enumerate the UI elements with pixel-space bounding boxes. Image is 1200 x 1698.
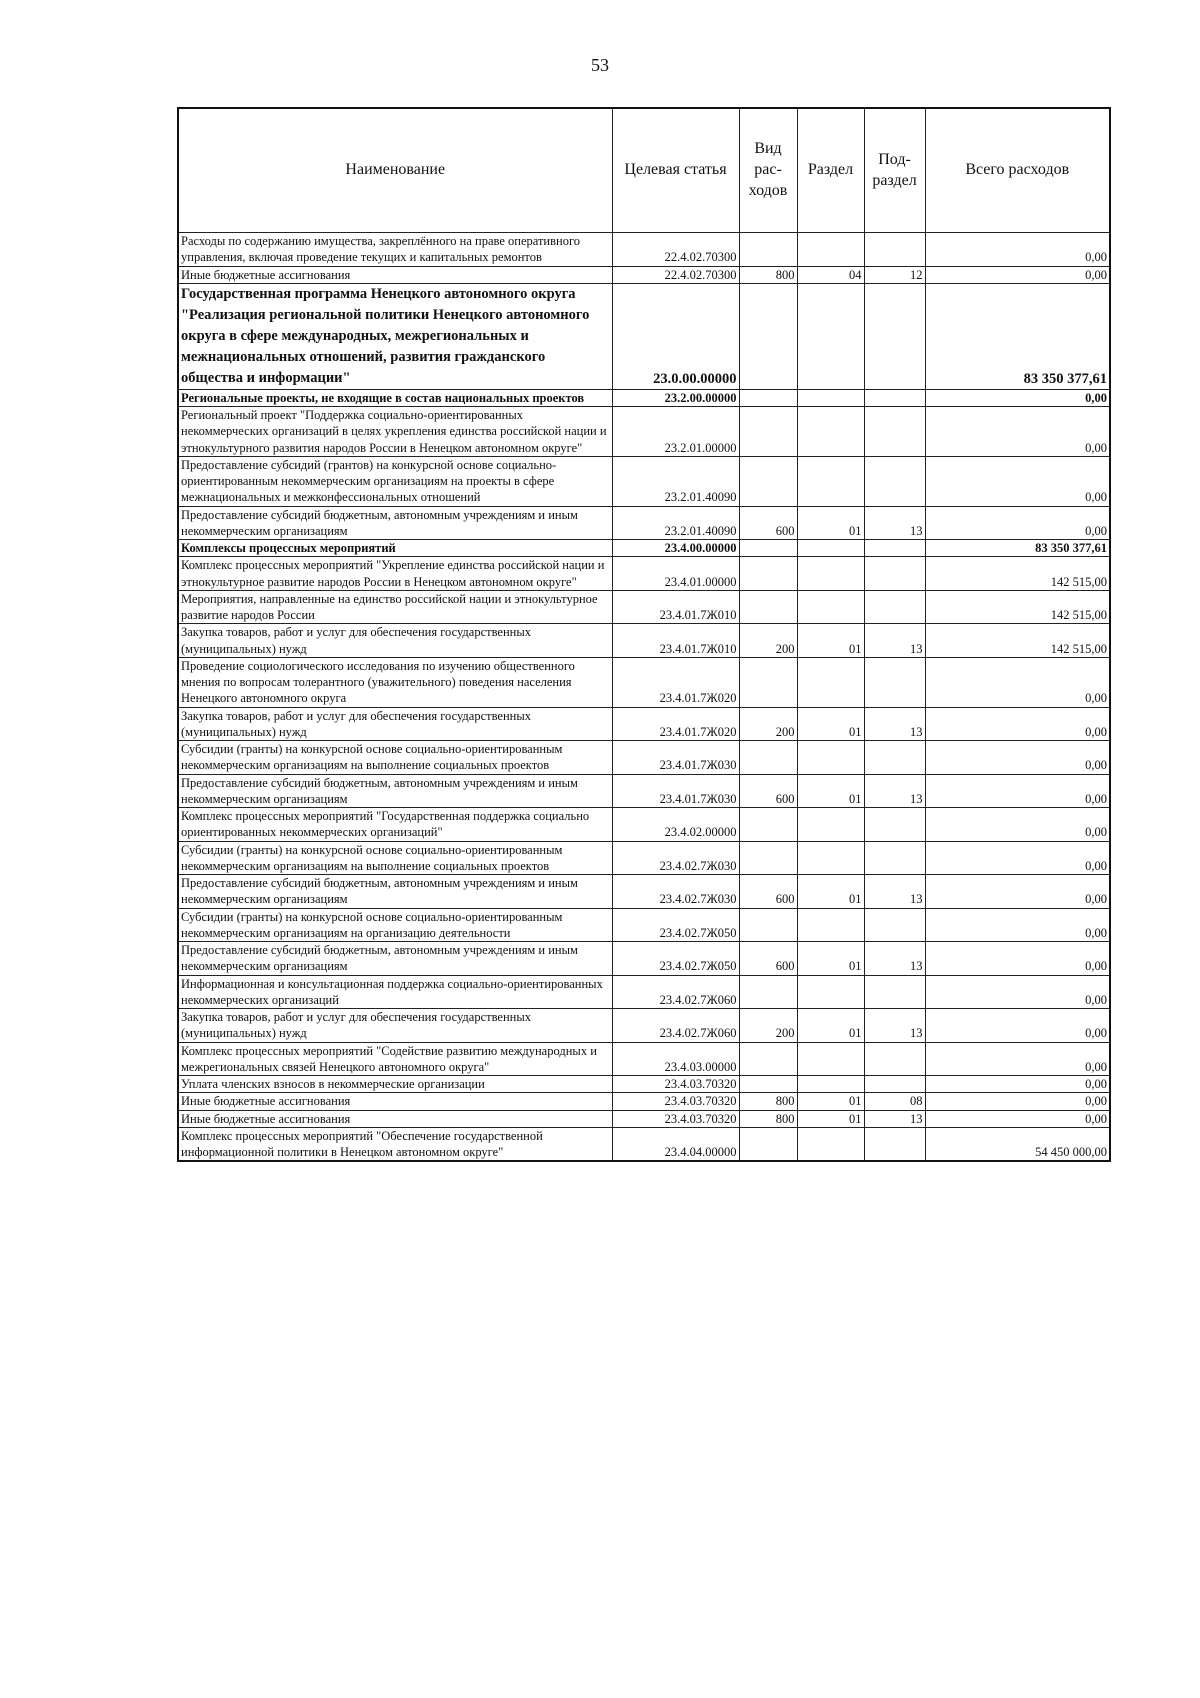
table-row (178, 1110, 1110, 1127)
row-target-article: 23.2.00.00000 (612, 389, 739, 406)
row-subsection: 13 (864, 707, 925, 741)
row-expense-type (739, 590, 797, 624)
row-subsection: 13 (864, 1110, 925, 1127)
header-total: Всего расходов (925, 108, 1110, 233)
row-expense-type: 600 (739, 774, 797, 808)
table-row (178, 657, 1110, 707)
row-total: 0,00 (925, 808, 1110, 842)
row-total: 0,00 (925, 1009, 1110, 1043)
row-section: 01 (797, 942, 864, 976)
row-name: Закупка товаров, работ и услуг для обеспечения государственных (муниципальных) нужд (178, 624, 612, 658)
table-row (178, 942, 1110, 976)
header-name: Наименование (178, 108, 612, 233)
row-expense-type (739, 741, 797, 775)
row-expense-type (739, 540, 797, 557)
row-expense-type (739, 657, 797, 707)
row-target-article: 23.4.01.7Ж030 (612, 774, 739, 808)
row-expense-type (739, 389, 797, 406)
row-section (797, 657, 864, 707)
row-subsection (864, 590, 925, 624)
row-name: Субсидии (гранты) на конкурсной основе социально-ориентированным некоммерческим организациям на выполнение социальных проектов (178, 741, 612, 775)
row-subsection (864, 975, 925, 1009)
row-section (797, 741, 864, 775)
row-subsection (864, 1127, 925, 1161)
row-subsection: 13 (864, 875, 925, 909)
row-section (797, 841, 864, 875)
row-expense-type (739, 456, 797, 506)
row-target-article: 23.4.03.70320 (612, 1110, 739, 1127)
header-subsection: Под-раздел (864, 108, 925, 233)
row-subsection (864, 657, 925, 707)
row-section: 01 (797, 506, 864, 540)
row-target-article: 23.2.01.40090 (612, 506, 739, 540)
row-name: Предоставление субсидий бюджетным, автономным учреждениям и иным некоммерческим организациям (178, 774, 612, 808)
row-total: 0,00 (925, 1042, 1110, 1076)
table-row (178, 407, 1110, 457)
row-total: 0,00 (925, 389, 1110, 406)
row-target-article: 23.4.01.7Ж010 (612, 624, 739, 658)
row-section (797, 1076, 864, 1093)
row-subsection (864, 283, 925, 389)
row-section: 01 (797, 1093, 864, 1110)
row-subsection: 13 (864, 774, 925, 808)
row-target-article: 23.4.02.7Ж060 (612, 975, 739, 1009)
row-name: Мероприятия, направленные на единство российской нации и этнокультурное развитие народов России (178, 590, 612, 624)
row-total: 0,00 (925, 741, 1110, 775)
row-expense-type: 600 (739, 506, 797, 540)
table-row (178, 808, 1110, 842)
row-name: Иные бюджетные ассигнования (178, 1093, 612, 1110)
table-row (178, 741, 1110, 775)
row-expense-type: 600 (739, 875, 797, 909)
row-expense-type: 200 (739, 624, 797, 658)
header-expense-type (739, 108, 797, 233)
row-target-article: 23.4.03.70320 (612, 1093, 739, 1110)
table-row (178, 283, 1110, 389)
row-subsection: 12 (864, 266, 925, 283)
row-target-article: 23.2.01.40090 (612, 456, 739, 506)
row-name: Комплекс процессных мероприятий "Содействие развитию международных и межрегиональных связей Ненецкого автономного округа" (178, 1042, 612, 1076)
row-target-article: 22.4.02.70300 (612, 233, 739, 267)
row-section (797, 389, 864, 406)
row-total: 0,00 (925, 875, 1110, 909)
row-target-article: 23.4.04.00000 (612, 1127, 739, 1161)
row-name: Комплексы процессных мероприятий (178, 540, 612, 557)
row-expense-type (739, 283, 797, 389)
row-target-article: 23.4.02.7Ж050 (612, 942, 739, 976)
row-total: 83 350 377,61 (925, 283, 1110, 389)
row-name: Субсидии (гранты) на конкурсной основе социально-ориентированным некоммерческим организациям на выполнение социальных проектов (178, 841, 612, 875)
table-row (178, 875, 1110, 909)
row-expense-type: 800 (739, 266, 797, 283)
row-name: Предоставление субсидий бюджетным, автономным учреждениям и иным некоммерческим организациям (178, 875, 612, 909)
row-name: Комплекс процессных мероприятий "Государственная поддержка социально ориентированных некоммерческих организаций" (178, 808, 612, 842)
row-total: 0,00 (925, 774, 1110, 808)
table-row (178, 1009, 1110, 1043)
row-name: Предоставление субсидий (грантов) на конкурсной основе социально-ориентированным некоммерческим организациям на проекты в сфере межнациональных и межконфессиональных отношений (178, 456, 612, 506)
row-name: Закупка товаров, работ и услуг для обеспечения государственных (муниципальных) нужд (178, 1009, 612, 1043)
row-target-article: 23.4.01.00000 (612, 557, 739, 591)
row-section: 01 (797, 707, 864, 741)
row-subsection: 13 (864, 506, 925, 540)
table-row (178, 1076, 1110, 1093)
row-target-article: 22.4.02.70300 (612, 266, 739, 283)
row-subsection (864, 741, 925, 775)
row-expense-type (739, 1076, 797, 1093)
row-subsection (864, 1076, 925, 1093)
row-name: Расходы по содержанию имущества, закреплённого на праве оперативного управления, включая проведение текущих и капитальных ремонтов (178, 233, 612, 267)
row-section (797, 590, 864, 624)
row-expense-type: 800 (739, 1110, 797, 1127)
row-section (797, 1127, 864, 1161)
table-row (178, 590, 1110, 624)
row-target-article: 23.4.02.7Ж050 (612, 908, 739, 942)
row-subsection (864, 557, 925, 591)
row-expense-type (739, 975, 797, 1009)
row-section: 01 (797, 1110, 864, 1127)
row-target-article: 23.4.02.7Ж030 (612, 841, 739, 875)
row-expense-type (739, 808, 797, 842)
row-target-article: 23.4.01.7Ж020 (612, 657, 739, 707)
table-row (178, 774, 1110, 808)
row-name: Комплекс процессных мероприятий "Обеспечение государственной информационной политики в Ненецком автономном округе" (178, 1127, 612, 1161)
row-subsection (864, 540, 925, 557)
row-expense-type (739, 1042, 797, 1076)
row-subsection (864, 908, 925, 942)
row-total: 0,00 (925, 1076, 1110, 1093)
row-target-article: 23.4.02.00000 (612, 808, 739, 842)
row-section (797, 1042, 864, 1076)
row-section (797, 456, 864, 506)
row-total: 0,00 (925, 506, 1110, 540)
row-total: 0,00 (925, 456, 1110, 506)
row-expense-type (739, 407, 797, 457)
page-number: 53 (591, 55, 609, 75)
row-section (797, 557, 864, 591)
table-row (178, 1042, 1110, 1076)
row-subsection (864, 407, 925, 457)
row-target-article: 23.4.01.7Ж010 (612, 590, 739, 624)
row-total: 0,00 (925, 841, 1110, 875)
row-expense-type (739, 908, 797, 942)
row-expense-type: 200 (739, 1009, 797, 1043)
row-total: 142 515,00 (925, 557, 1110, 591)
row-name: Региональный проект "Поддержка социально-ориентированных некоммерческих организаций в целях укрепления единства российской нации и этнокультурного развития народов России в Ненецком автономном округе" (178, 407, 612, 457)
row-total: 0,00 (925, 407, 1110, 457)
table-row (178, 540, 1110, 557)
row-total: 0,00 (925, 266, 1110, 283)
row-subsection: 13 (864, 942, 925, 976)
row-total: 54 450 000,00 (925, 1127, 1110, 1161)
row-target-article: 23.0.00.00000 (612, 283, 739, 389)
table-row (178, 1093, 1110, 1110)
row-total: 83 350 377,61 (925, 540, 1110, 557)
row-name: Иные бюджетные ассигнования (178, 266, 612, 283)
row-section: 01 (797, 875, 864, 909)
row-expense-type: 200 (739, 707, 797, 741)
row-target-article: 23.2.01.00000 (612, 407, 739, 457)
row-target-article: 23.4.01.7Ж020 (612, 707, 739, 741)
row-total: 142 515,00 (925, 590, 1110, 624)
header-target-article: Целевая статья (612, 108, 739, 233)
table-header-row (178, 108, 1110, 233)
table-body (178, 233, 1110, 1162)
row-section: 01 (797, 774, 864, 808)
row-target-article: 23.4.01.7Ж030 (612, 741, 739, 775)
row-total: 0,00 (925, 233, 1110, 267)
row-total: 0,00 (925, 975, 1110, 1009)
row-section (797, 808, 864, 842)
table-row (178, 456, 1110, 506)
row-section (797, 283, 864, 389)
table-row (178, 557, 1110, 591)
table-row (178, 707, 1110, 741)
row-section: 01 (797, 624, 864, 658)
row-section: 04 (797, 266, 864, 283)
budget-table (177, 107, 1111, 1162)
row-section (797, 540, 864, 557)
row-expense-type: 600 (739, 942, 797, 976)
table-row (178, 908, 1110, 942)
row-name: Субсидии (гранты) на конкурсной основе социально-ориентированным некоммерческим организациям на организацию деятельности (178, 908, 612, 942)
row-target-article: 23.4.03.70320 (612, 1076, 739, 1093)
row-target-article: 23.4.02.7Ж030 (612, 875, 739, 909)
row-name: Предоставление субсидий бюджетным, автономным учреждениям и иным некоммерческим организациям (178, 942, 612, 976)
row-subsection (864, 1042, 925, 1076)
row-subsection: 13 (864, 1009, 925, 1043)
row-total: 0,00 (925, 1110, 1110, 1127)
row-target-article: 23.4.03.00000 (612, 1042, 739, 1076)
row-subsection (864, 389, 925, 406)
row-subsection: 13 (864, 624, 925, 658)
table-row (178, 506, 1110, 540)
table-row (178, 1127, 1110, 1161)
row-total: 142 515,00 (925, 624, 1110, 658)
table-row (178, 624, 1110, 658)
row-target-article: 23.4.00.00000 (612, 540, 739, 557)
row-name: Предоставление субсидий бюджетным, автономным учреждениям и иным некоммерческим организациям (178, 506, 612, 540)
row-name: Иные бюджетные ассигнования (178, 1110, 612, 1127)
row-subsection (864, 233, 925, 267)
row-name: Закупка товаров, работ и услуг для обеспечения государственных (муниципальных) нужд (178, 707, 612, 741)
row-name: Региональные проекты, не входящие в состав национальных проектов (178, 389, 612, 406)
row-total: 0,00 (925, 942, 1110, 976)
row-total: 0,00 (925, 1093, 1110, 1110)
row-section: 01 (797, 1009, 864, 1043)
row-subsection (864, 841, 925, 875)
row-expense-type (739, 557, 797, 591)
row-name: Государственная программа Ненецкого автономного округа "Реализация региональной политики Ненецкого автономного округа в сфере международных, межрегиональных и межнациональных отношений, развития гражданского общества и информации" (178, 283, 612, 389)
row-total: 0,00 (925, 908, 1110, 942)
row-subsection (864, 808, 925, 842)
table-row (178, 389, 1110, 406)
row-total: 0,00 (925, 657, 1110, 707)
table-row (178, 975, 1110, 1009)
row-expense-type: 800 (739, 1093, 797, 1110)
row-total: 0,00 (925, 707, 1110, 741)
row-name: Комплекс процессных мероприятий "Укрепление единства российской нации и этнокультурное развитие народов России в Ненецком автономном округе" (178, 557, 612, 591)
row-name: Информационная и консультационная поддержка социально-ориентированных некоммерческих организаций (178, 975, 612, 1009)
row-target-article: 23.4.02.7Ж060 (612, 1009, 739, 1043)
row-section (797, 407, 864, 457)
row-expense-type (739, 1127, 797, 1161)
row-section (797, 975, 864, 1009)
table-row (178, 233, 1110, 267)
table-row (178, 841, 1110, 875)
row-section (797, 908, 864, 942)
row-section (797, 233, 864, 267)
row-subsection: 08 (864, 1093, 925, 1110)
row-expense-type (739, 233, 797, 267)
table-row (178, 266, 1110, 283)
header-expense-type-label: Вид рас-ходов (748, 140, 788, 199)
row-subsection (864, 456, 925, 506)
row-name: Проведение социологического исследования по изучению общественного мнения по вопросам толерантного (уважительного) поведения населения Ненецкого автономного округа (178, 657, 612, 707)
row-expense-type (739, 841, 797, 875)
row-name: Уплата членских взносов в некоммерческие организации (178, 1076, 612, 1093)
header-section: Раздел (797, 108, 864, 233)
